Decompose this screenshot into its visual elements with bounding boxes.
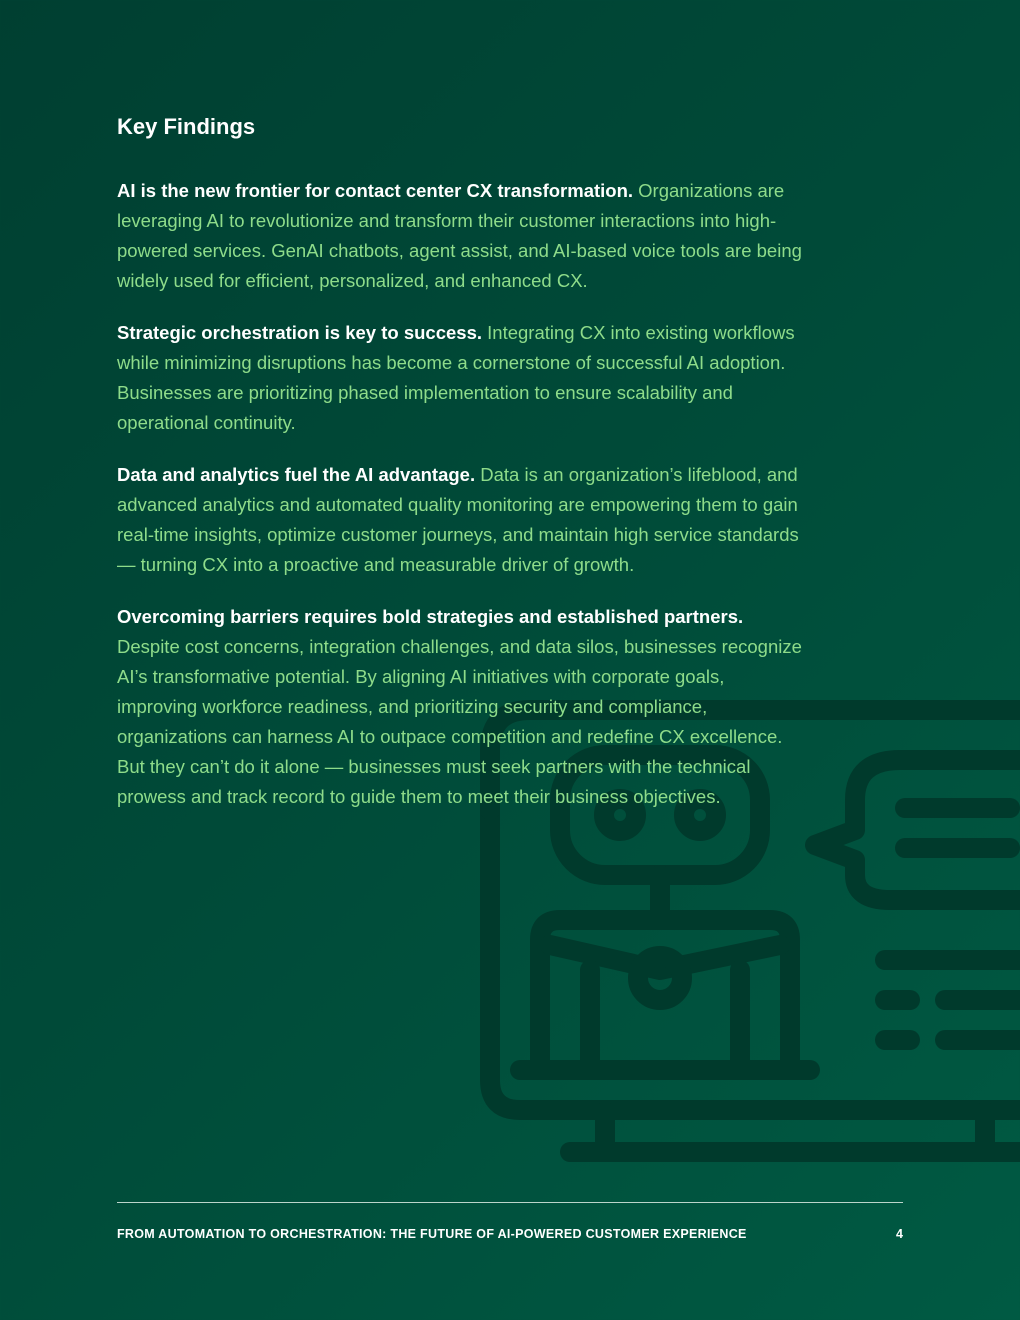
footer-divider [117, 1202, 903, 1203]
finding-body: Data is an organization’s lifeblood, and advanced analytics and automated quality monitoring are empowering them to gain real-time insights, optimize customer journeys, and maintain high service standards — turning CX into a proactive and measurable driver of growth. [117, 464, 799, 575]
finding-body: Despite cost concerns, integration challenges, and data silos, businesses recognize AI’s transformative potential. By aligning AI initiatives with corporate goals, improving workforce readiness, and prioritizing security and compliance, organizations can harness AI to outpace competition and redefine CX excellence. But they can’t do it alone — businesses must seek partners with the technical prowess and track record to guide them to meet their business objectives. [117, 636, 802, 807]
finding-4 [117, 602, 807, 812]
finding-2 [117, 318, 807, 438]
finding-body: Organizations are leveraging AI to revolutionize and transform their customer interactions into high-powered services. GenAI chatbots, agent assist, and AI-based voice tools are being widely used for efficient, personalized, and enhanced CX. [117, 180, 802, 291]
finding-1 [117, 176, 807, 296]
finding-lead: AI is the new frontier for contact center CX transformation. [117, 180, 634, 201]
section-title: Key Findings [117, 114, 256, 139]
key-findings-section [117, 112, 807, 834]
page-number: 4 [896, 1227, 903, 1241]
finding-body: Integrating CX into existing workflows while minimizing disruptions has become a cornerstone of successful AI adoption. Businesses are prioritizing phased implementation to ensure scalability and operational continuity. [117, 322, 795, 433]
finding-3 [117, 460, 807, 580]
footer-title: FROM AUTOMATION TO ORCHESTRATION: THE FUTURE OF AI-POWERED CUSTOMER EXPERIENCE [117, 1227, 747, 1241]
finding-lead: Data and analytics fuel the AI advantage. [117, 464, 476, 485]
finding-lead: Overcoming barriers requires bold strategies and established partners. [117, 606, 744, 627]
finding-lead: Strategic orchestration is key to success. [117, 322, 483, 343]
